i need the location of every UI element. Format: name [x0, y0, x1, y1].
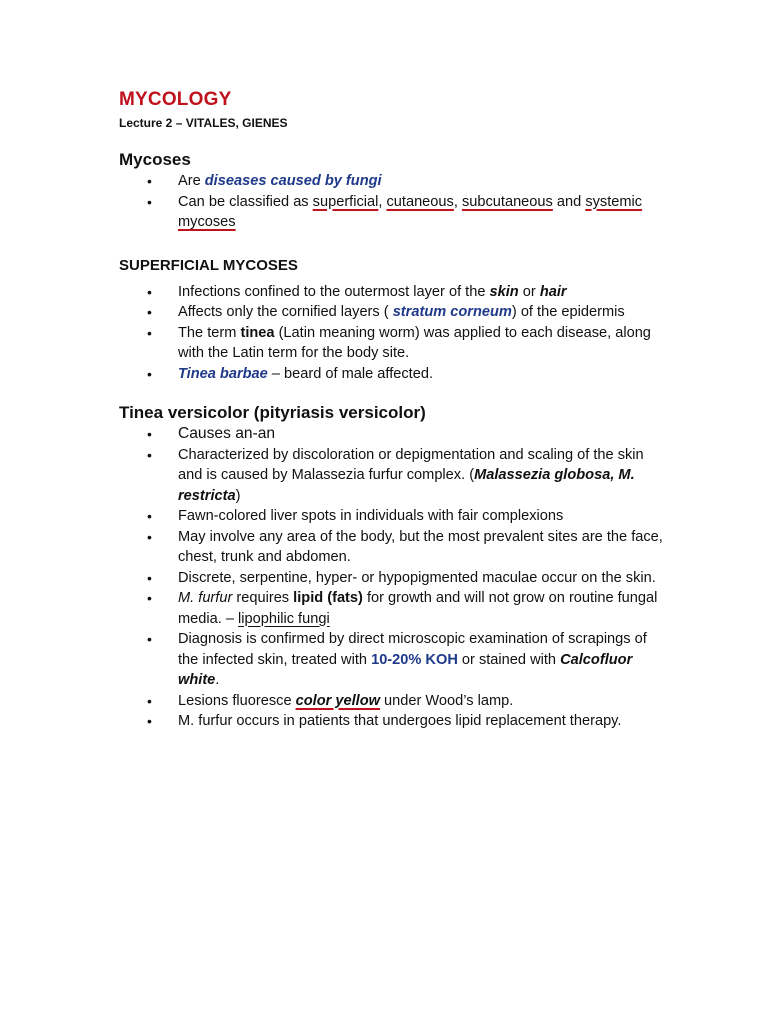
- list-item: • Discrete, serpentine, hyper- or hypopigmented maculae occur on the skin.: [119, 568, 664, 589]
- emphasis-text: stratum corneum: [392, 304, 512, 320]
- spellcheck-underlined-term: systemic mycoses: [178, 193, 643, 230]
- list-item: • Tinea barbae – beard of male affected.: [119, 364, 664, 385]
- spellcheck-underlined-term: color yellow: [295, 692, 380, 709]
- bullet-icon: •: [147, 365, 152, 382]
- list-item: • M. furfur occurs in patients that undergoes lipid replacement therapy.: [119, 711, 664, 732]
- list-item: • Affects only the cornified layers ( stratum corneum) of the epidermis: [119, 302, 664, 323]
- emphasis-text: Tinea barbae: [178, 365, 268, 382]
- list-item: • M. furfur requires lipid (fats) for growth and will not grow on routine fungal media. – lipophilic fungi: [147, 590, 658, 627]
- list-item: • Causes an-an: [119, 424, 664, 445]
- tinea-list: [119, 424, 664, 732]
- mycoses-list: [119, 171, 664, 233]
- bullet-icon: •: [147, 173, 152, 189]
- emphasis-text: diseases caused by fungi: [204, 173, 382, 189]
- bullet-icon: •: [147, 193, 152, 210]
- bullet-icon: •: [147, 426, 152, 442]
- underlined-term: lipophilic fungi: [238, 610, 330, 627]
- list-item: • Characterized by discoloration or depigmentation and scaling of the skin and is caused by Malassezia furfur complex. (Malassezia globosa, M. restricta): [147, 446, 644, 504]
- spellcheck-underlined-term: subcutaneous: [461, 193, 553, 210]
- list-item: • Are diseases caused by fungi: [119, 171, 664, 192]
- list-item: • Fawn-colored liver spots in individuals with fair complexions: [119, 506, 664, 527]
- list-item: • Diagnosis is confirmed by direct microscopic examination of scrapings of the infected skin, treated with 10-20% KOH or stained with Calcofluor white.: [147, 631, 647, 688]
- bullet-icon: •: [147, 446, 152, 463]
- superficial-list: [119, 282, 664, 385]
- document-content: [119, 88, 664, 732]
- list-item: • Infections confined to the outermost layer of the skin or hair: [119, 282, 664, 303]
- bullet-icon: •: [147, 692, 152, 709]
- mycoses-heading: Mycoses: [119, 150, 191, 169]
- list-item: • Lesions fluoresce color yellow under Wood’s lamp.: [119, 691, 664, 712]
- bullet-icon: •: [147, 528, 152, 545]
- bullet-icon: •: [147, 304, 152, 320]
- list-item: • Can be classified as superficial, cutaneous, subcutaneous and systemic mycoses: [147, 193, 643, 230]
- bullet-icon: •: [147, 508, 152, 524]
- bullet-icon: •: [147, 590, 152, 606]
- emphasis-text: 10-20% KOH: [371, 651, 458, 668]
- bullet-icon: •: [147, 631, 152, 647]
- superficial-mycoses-heading: SUPERFICIAL MYCOSES: [119, 256, 298, 274]
- spellcheck-underlined-term: superficial: [312, 193, 379, 210]
- list-item: • The term tinea (Latin meaning worm) was applied to each disease, along with the Latin term for the body site.: [147, 324, 651, 361]
- document-title: MYCOLOGY: [119, 89, 232, 110]
- spellcheck-underlined-term: cutaneous: [386, 193, 454, 210]
- bullet-icon: •: [147, 569, 152, 586]
- bullet-icon: •: [147, 283, 152, 300]
- tinea-versicolor-heading: Tinea versicolor (pityriasis versicolor): [119, 403, 426, 422]
- bullet-icon: •: [147, 713, 152, 729]
- list-item: • May involve any area of the body, but the most prevalent sites are the face, chest, trunk and abdomen.: [147, 528, 663, 565]
- bullet-icon: •: [147, 324, 152, 341]
- lecture-subtitle: Lecture 2 – VITALES, GIENES: [119, 116, 288, 130]
